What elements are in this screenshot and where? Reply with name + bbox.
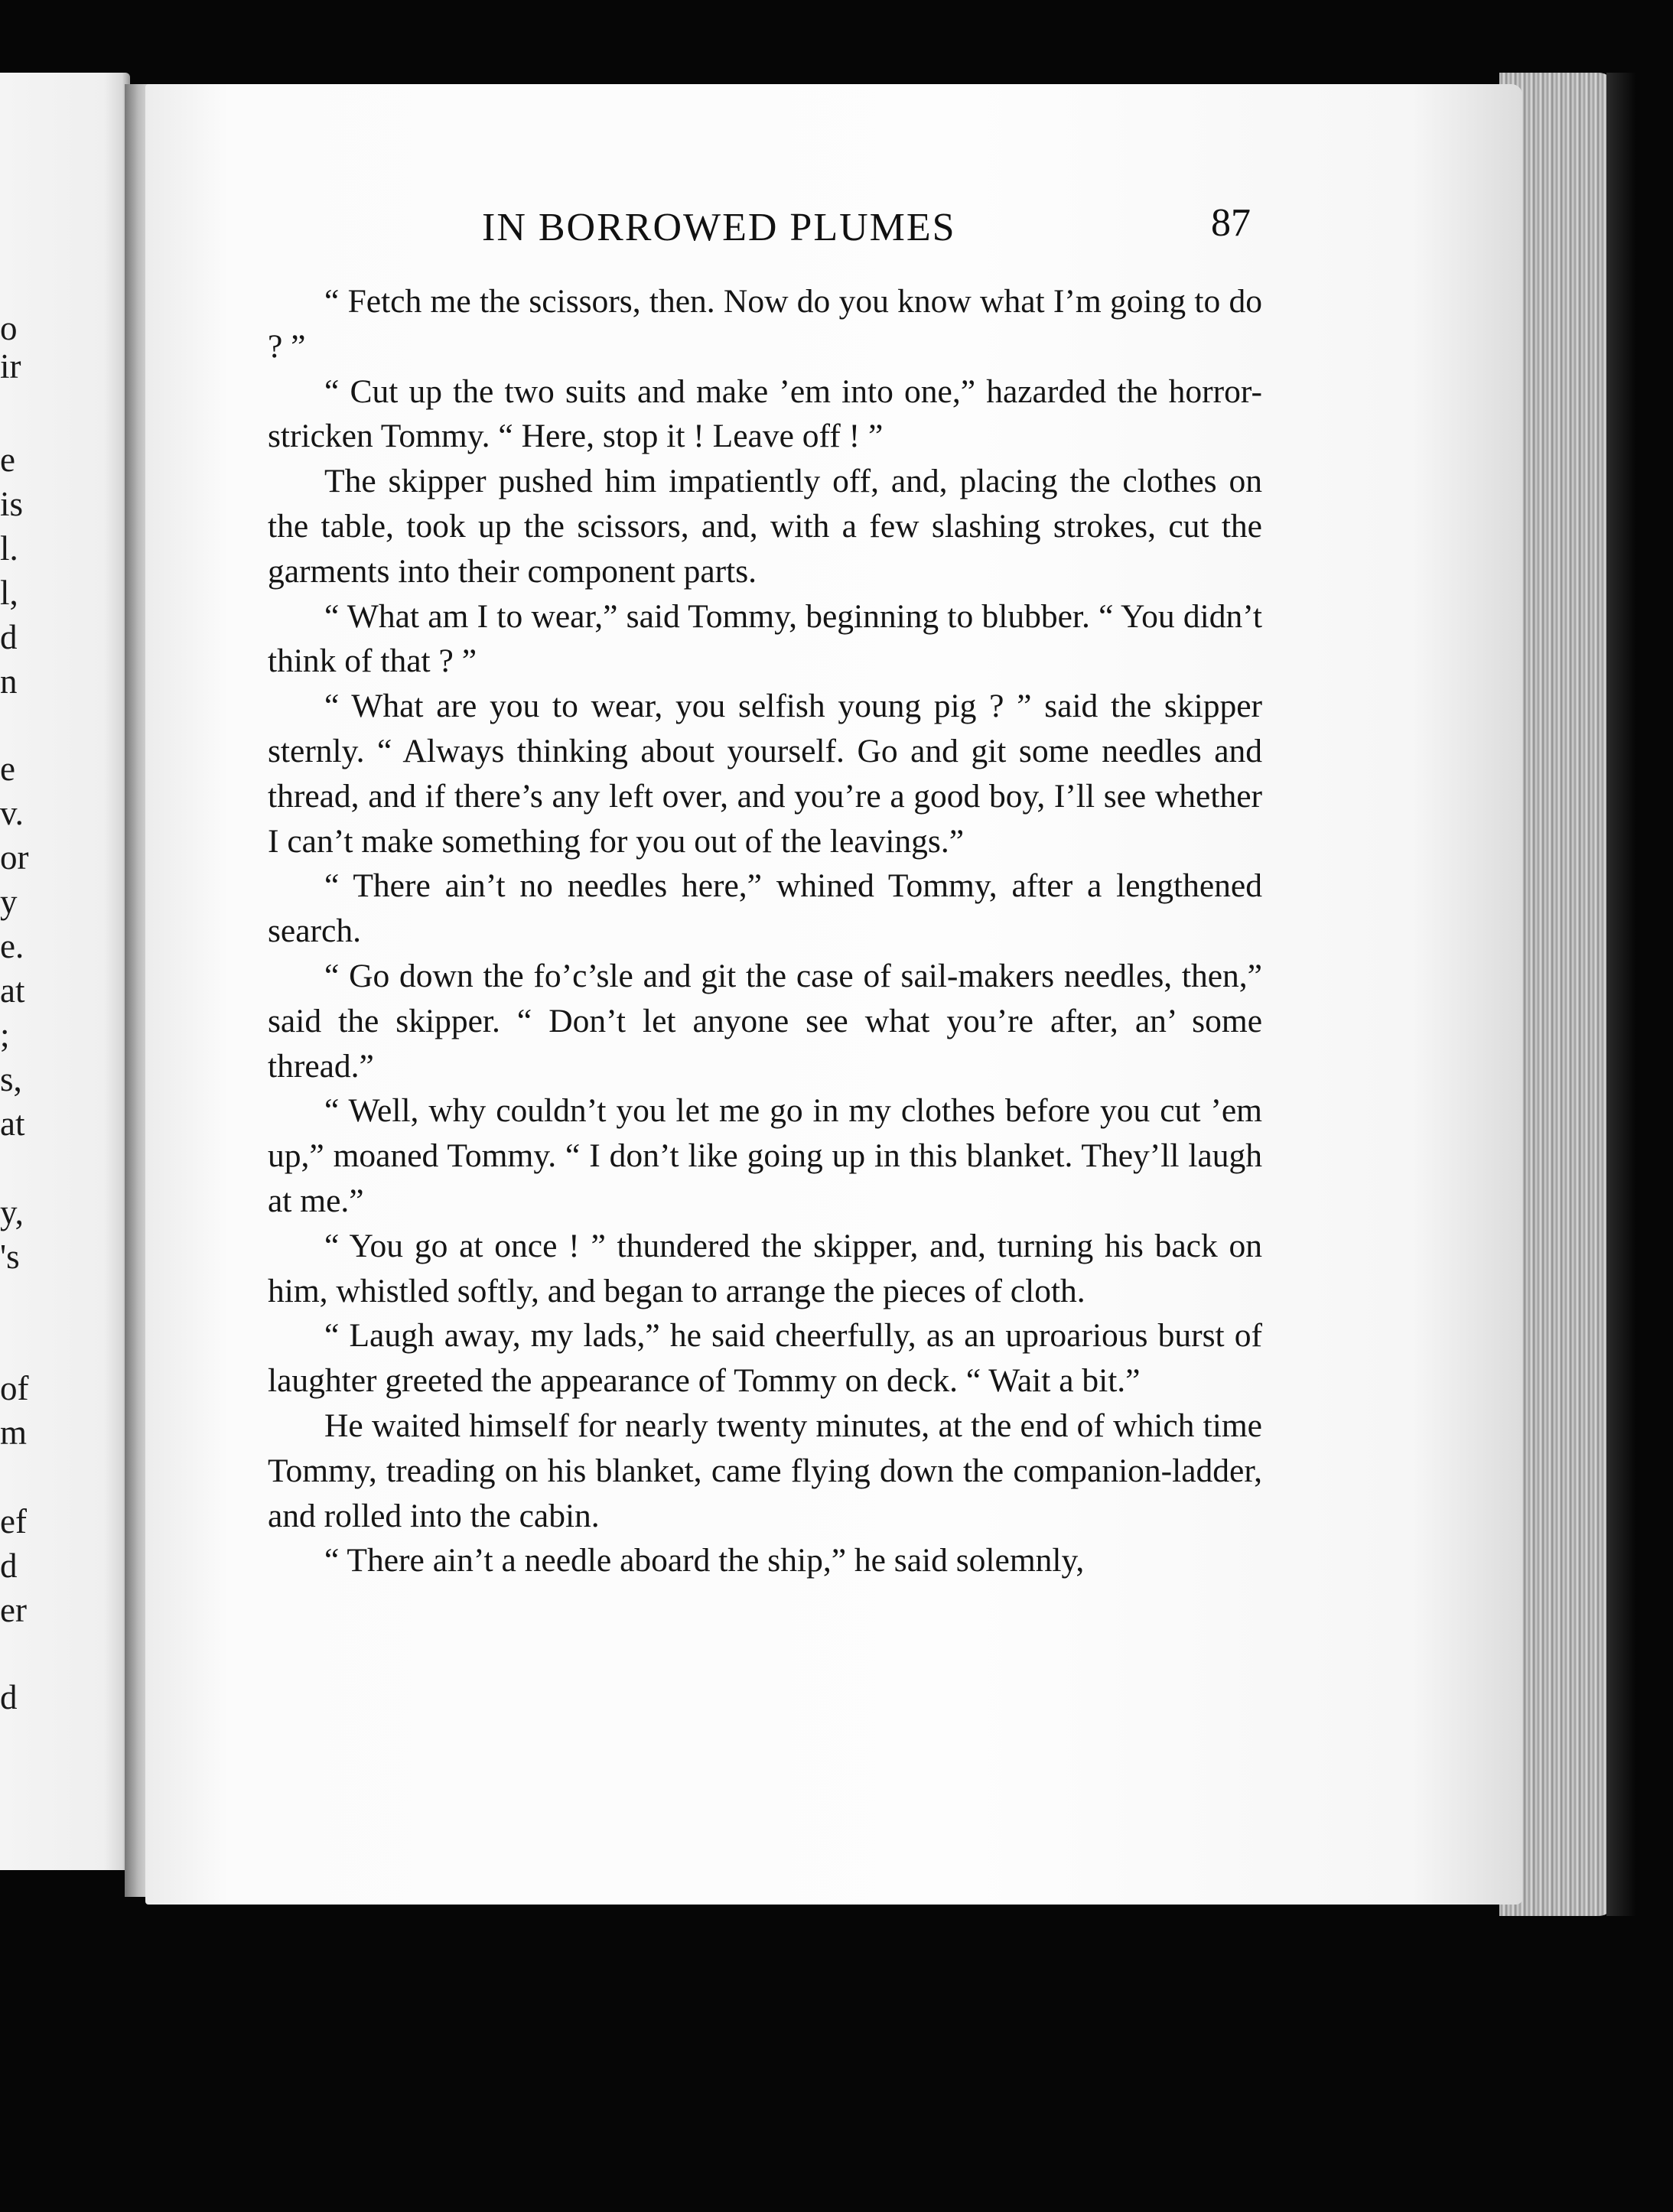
left-page-fragment: y, [0,1193,24,1231]
left-page-fragment: ir [0,347,21,385]
left-page-fragment: s, [0,1060,22,1098]
left-page-fragment: m [0,1413,28,1452]
paragraph: “ There ain’t a needle aboard the ship,” he said solemnly, [324,1542,1085,1579]
left-page-fragment: 's [0,1238,20,1276]
left-page-fragment: ; [0,1016,10,1054]
paragraph: “ Laugh away, my lads,” he said cheerfully, as an uproarious burst of laughter greeted the appearance of Tommy on deck. “ Wait a bit.” [268,1317,1262,1400]
paragraph: “ What are you to wear, you selfish young pig ? ” said the skipper sternly. “ Always thinking about yourself. Go and git some needles and thread, and if there’s any left over, and you’re a good boy, I’ll see whether I can’t make something for you out of the leavings.” [268,688,1262,860]
left-page-fragment: of [0,1369,29,1407]
paragraph: “ Cut up the two suits and make ’em into one,” hazarded the horror-stricken Tommy. “ Here, stop it ! Leave off ! ” [268,372,1262,455]
left-page-fragment: or [0,838,29,877]
left-page-fragment: o [0,309,18,347]
left-page-fragment: y [0,883,18,921]
page-number: 87 [1211,201,1251,245]
left-page-fragment: v. [0,794,24,832]
paragraph: “ Well, why couldn’t you let me go in my clothes before you cut ’em up,” moaned Tommy. “ I don’t like going up in this blanket. They’ll laugh at me.” [268,1092,1262,1219]
paragraph: “ Fetch me the scissors, then. Now do you know what I’m going to do ? ” [268,283,1262,365]
left-page-fragment: d [0,1678,18,1716]
paragraph: “ Go down the fo’c’sle and git the case of sail-makers needles, then,” said the skipper. “ Don’t let anyone see what you’re after, an’ some thread.” [268,957,1262,1085]
running-head: IN BORROWED PLUMES [482,206,956,249]
previous-page-edge [0,73,130,1870]
left-page-fragment: d [0,1547,18,1585]
paragraph: “ What am I to wear,” said Tommy, beginning to blubber. “ You didn’t think of that ? ” [268,597,1262,680]
left-page-fragment: ef [0,1502,27,1540]
left-page-fragment: l. [0,529,18,568]
left-page-fragment: at [0,971,25,1010]
left-page-fragment: e [0,441,15,479]
paragraph: He waited himself for nearly twenty minutes, at the end of which time Tommy, treading on his blanket, came flying down the companion-ladder, and rolled into the cabin. [268,1407,1262,1534]
paragraph: “ You go at once ! ” thundered the skipper, and, turning his back on him, whistled softly, and began to arrange the pieces of cloth. [268,1227,1262,1309]
left-page-fragment: e. [0,927,24,965]
left-page-fragment: er [0,1591,27,1629]
left-page-fragment: at [0,1104,25,1143]
left-page-fragment: l, [0,574,18,612]
left-page-fragment: is [0,485,24,523]
left-page-fragment: d [0,618,18,656]
paragraph: The skipper pushed him impatiently off, and, placing the clothes on the table, took up the scissors, and, with a few slashing strokes, cut the garments into their component parts. [268,463,1262,590]
left-page-fragment: e [0,750,15,788]
left-page-fragment: n [0,662,18,701]
body-text [268,279,1262,1583]
paragraph: “ There ain’t no needles here,” whined Tommy, after a lengthened search. [268,867,1262,950]
